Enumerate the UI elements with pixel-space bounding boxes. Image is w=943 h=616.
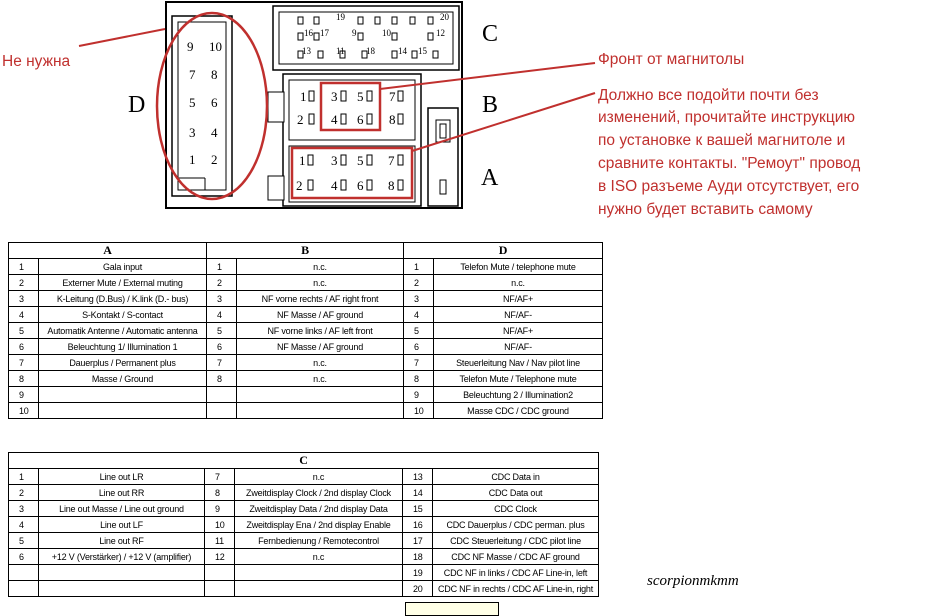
connector-a-inner: [289, 146, 415, 202]
pin-number-cell: 8: [404, 371, 434, 387]
pin-number-cell: 9: [9, 387, 39, 403]
pinout-table-c: [8, 452, 599, 597]
connector-d: [172, 16, 232, 196]
pin-number-cell: 1: [404, 259, 434, 275]
pin-function-cell: +12 V (Verstärker) / +12 V (amplifier): [39, 549, 205, 565]
d-pin-2: 2: [211, 152, 218, 167]
side-lock-pin-bottom: [440, 180, 446, 194]
table-row: [9, 371, 603, 387]
table-header-c: C: [9, 453, 599, 469]
pin-number-cell: 5: [9, 533, 39, 549]
pin-number-cell: 3: [404, 291, 434, 307]
note-front: Фронт от магнитолы: [598, 51, 745, 68]
pin-number-cell: 14: [403, 485, 433, 501]
connector-b-latch: [268, 92, 284, 122]
pin-function-cell: [235, 565, 403, 581]
pin-number-cell: 6: [9, 339, 39, 355]
pin-number-cell: 15: [403, 501, 433, 517]
pin-function-cell: NF Masse / AF ground: [237, 339, 404, 355]
pin-function-cell: NF/AF-: [434, 339, 603, 355]
pin-number-cell: [205, 565, 235, 581]
c-pin-13: 13: [302, 46, 311, 56]
b-pin-4: 4: [331, 112, 338, 127]
pin-number-cell: 17: [403, 533, 433, 549]
pin-number-cell: 18: [403, 549, 433, 565]
pin-number-cell: 4: [404, 307, 434, 323]
pin-number-cell: 5: [207, 323, 237, 339]
pin-function-cell: CDC Data out: [433, 485, 599, 501]
pin-function-cell: CDC Clock: [433, 501, 599, 517]
pin-function-cell: n.c.: [237, 355, 404, 371]
watermark: scorpionmkmm: [647, 573, 739, 589]
d-pin-9: 9: [187, 39, 194, 54]
a-pin-6: 6: [357, 178, 364, 193]
pin-number-cell: 7: [207, 355, 237, 371]
pin-function-cell: Dauerplus / Permanent plus: [39, 355, 207, 371]
pin-number-cell: 3: [9, 291, 39, 307]
pin-function-cell: NF vorne rechts / AF right front: [237, 291, 404, 307]
c-pin-14: 14: [398, 46, 407, 56]
pin-number-cell: [207, 387, 237, 403]
pin-function-cell: CDC Steuerleitung / CDC pilot line: [433, 533, 599, 549]
pin-number-cell: 6: [9, 549, 39, 565]
d-pin-8: 8: [211, 67, 218, 82]
pin-function-cell: [39, 565, 205, 581]
table-row: [9, 323, 603, 339]
connector-b-label: B: [482, 92, 499, 118]
table-row: [9, 259, 603, 275]
pin-number-cell: 16: [403, 517, 433, 533]
table-row: [9, 307, 603, 323]
pin-function-cell: Line out RF: [39, 533, 205, 549]
pin-function-cell: Line out RR: [39, 485, 205, 501]
pin-function-cell: [39, 403, 207, 419]
pin-function-cell: Masse CDC / CDC ground: [434, 403, 603, 419]
c-pin-17: 17: [320, 28, 329, 38]
pin-function-cell: Automatik Antenne / Automatic antenna: [39, 323, 207, 339]
c-pin-20: 20: [440, 12, 449, 22]
note-instructions-line-2: изменений, прочитайте инструкцию: [598, 109, 855, 126]
connector-d-label: D: [128, 92, 146, 118]
pin-function-cell: S-Kontakt / S-contact: [39, 307, 207, 323]
pin-number-cell: 3: [207, 291, 237, 307]
pin-number-cell: 1: [9, 469, 39, 485]
table-row: [9, 565, 599, 581]
pin-function-cell: [39, 387, 207, 403]
pin-function-cell: Externer Mute / External muting: [39, 275, 207, 291]
note-instructions-line-1: Должно все подойти почти без: [598, 87, 819, 104]
c-pin-12: 12: [436, 28, 445, 38]
pin-function-cell: CDC NF Masse / CDC AF ground: [433, 549, 599, 565]
pin-number-cell: [205, 581, 235, 597]
table-c-header-row: [9, 453, 599, 469]
note-instructions-line-3: по установке к вашей магнитоле и: [598, 132, 846, 149]
pin-function-cell: NF Masse / AF ground: [237, 307, 404, 323]
connector-c-label: C: [482, 21, 499, 47]
pin-function-cell: Telefon Mute / telephone mute: [434, 259, 603, 275]
pin-number-cell: 2: [9, 485, 39, 501]
b-pin-1: 1: [300, 89, 307, 104]
pin-function-cell: Beleuchtung 2 / Illumination2: [434, 387, 603, 403]
b-pin-6: 6: [357, 112, 364, 127]
pin-number-cell: [9, 581, 39, 597]
d-pin-10: 10: [209, 39, 222, 54]
pin-number-cell: 1: [207, 259, 237, 275]
table-row: [9, 485, 599, 501]
pin-number-cell: 9: [404, 387, 434, 403]
pin-number-cell: 10: [404, 403, 434, 419]
table-row: [9, 355, 603, 371]
pin-number-cell: [9, 565, 39, 581]
table-header-row: [9, 243, 603, 259]
pin-number-cell: 1: [9, 259, 39, 275]
pin-function-cell: [237, 403, 404, 419]
pin-number-cell: 4: [9, 517, 39, 533]
table-row: [9, 275, 603, 291]
note-instructions-line-4: сравните контакты. "Ремоут" провод: [598, 155, 861, 172]
a-pin-2: 2: [296, 178, 303, 193]
b-pin-8: 8: [389, 112, 396, 127]
c-pin-11: 11: [336, 46, 345, 56]
a-pin-7: 7: [388, 153, 395, 168]
pin-function-cell: n.c.: [237, 371, 404, 387]
pinout-table-abd: [8, 242, 603, 419]
pin-number-cell: 10: [205, 517, 235, 533]
c-pin-18: 18: [366, 46, 375, 56]
pin-function-cell: n.c.: [434, 275, 603, 291]
pin-number-cell: 12: [205, 549, 235, 565]
d-pin-1: 1: [189, 152, 196, 167]
table-row: [9, 387, 603, 403]
pin-function-cell: NF/AF+: [434, 323, 603, 339]
a-pin-1: 1: [299, 153, 306, 168]
pin-number-cell: 5: [404, 323, 434, 339]
pin-number-cell: 4: [207, 307, 237, 323]
table-header-a: A: [9, 243, 207, 259]
pin-number-cell: 7: [205, 469, 235, 485]
connector-a-latch: [268, 176, 284, 200]
pin-number-cell: 8: [9, 371, 39, 387]
pin-function-cell: n.c: [235, 469, 403, 485]
pinout-table-c-body: [9, 469, 599, 597]
d-pin-5: 5: [189, 95, 196, 110]
pin-number-cell: 7: [404, 355, 434, 371]
connector-diagram: [0, 0, 943, 240]
side-lock-pin-top: [440, 124, 446, 138]
table-row: [9, 517, 599, 533]
pin-number-cell: 8: [207, 371, 237, 387]
table-row: [9, 469, 599, 485]
pin-function-cell: n.c.: [237, 275, 404, 291]
pin-number-cell: 4: [9, 307, 39, 323]
table-row: [9, 291, 603, 307]
b-pin-7: 7: [389, 89, 396, 104]
c-pin-16: 16: [304, 28, 313, 38]
table-row: [9, 403, 603, 419]
pin-number-cell: 9: [205, 501, 235, 517]
table-row: [9, 549, 599, 565]
pin-function-cell: Zweitdisplay Ena / 2nd display Enable: [235, 517, 403, 533]
pin-number-cell: 2: [9, 275, 39, 291]
pin-function-cell: Zweitdisplay Data / 2nd display Data: [235, 501, 403, 517]
a-pin-3: 3: [331, 153, 338, 168]
pin-function-cell: Telefon Mute / Telephone mute: [434, 371, 603, 387]
pin-function-cell: Fernbedienung / Remotecontrol: [235, 533, 403, 549]
arrow-not-needed: [79, 29, 165, 46]
pin-function-cell: CDC Data in: [433, 469, 599, 485]
pin-function-cell: Beleuchtung 1/ Illumination 1: [39, 339, 207, 355]
c-pin-15: 15: [418, 46, 427, 56]
note-instructions-line-5: в ISO разъеме Ауди отсутствует, его: [598, 178, 860, 195]
pin-function-cell: Line out LR: [39, 469, 205, 485]
note-not-needed: Не нужна: [2, 53, 71, 70]
pin-function-cell: [39, 581, 205, 597]
connector-c: [273, 6, 459, 70]
c-pin-19: 19: [336, 12, 345, 22]
pin-function-cell: n.c: [235, 549, 403, 565]
pin-function-cell: Steuerleitung Nav / Nav pilot line: [434, 355, 603, 371]
pinout-table-abd-body: [9, 259, 603, 419]
pin-function-cell: [237, 387, 404, 403]
d-pin-7: 7: [189, 67, 196, 82]
pin-function-cell: Line out Masse / Line out ground: [39, 501, 205, 517]
pin-function-cell: CDC NF in links / CDC AF Line-in, left: [433, 565, 599, 581]
table-row: [9, 533, 599, 549]
pin-number-cell: 13: [403, 469, 433, 485]
pin-number-cell: 7: [9, 355, 39, 371]
d-pin-4: 4: [211, 125, 218, 140]
table-header-b: B: [207, 243, 404, 259]
b-pin-3: 3: [331, 89, 338, 104]
pin-function-cell: Gala input: [39, 259, 207, 275]
pin-function-cell: CDC NF in rechts / CDC AF Line-in, right: [433, 581, 599, 597]
pin-number-cell: 3: [9, 501, 39, 517]
d-pin-6: 6: [211, 95, 218, 110]
pin-number-cell: [207, 403, 237, 419]
pin-number-cell: 5: [9, 323, 39, 339]
pin-function-cell: NF/AF-: [434, 307, 603, 323]
a-pin-4: 4: [331, 178, 338, 193]
pin-number-cell: 6: [404, 339, 434, 355]
pin-function-cell: Line out LF: [39, 517, 205, 533]
note-instructions-line-6: нужно будет вставить самому: [598, 201, 813, 218]
pin-function-cell: Masse / Ground: [39, 371, 207, 387]
cropped-box: [405, 602, 499, 616]
pin-number-cell: 10: [9, 403, 39, 419]
pin-number-cell: 20: [403, 581, 433, 597]
pin-number-cell: 11: [205, 533, 235, 549]
b-pin-2: 2: [297, 112, 304, 127]
pin-function-cell: Zweitdisplay Clock / 2nd display Clock: [235, 485, 403, 501]
pin-number-cell: 6: [207, 339, 237, 355]
d-pin-3: 3: [189, 125, 196, 140]
b-pin-5: 5: [357, 89, 364, 104]
c-pin-9: 9: [352, 28, 357, 38]
table-header-d: D: [404, 243, 603, 259]
table-row: [9, 501, 599, 517]
pin-function-cell: n.c.: [237, 259, 404, 275]
a-pin-5: 5: [357, 153, 364, 168]
pin-function-cell: CDC Dauerplus / CDC perman. plus: [433, 517, 599, 533]
pin-number-cell: 8: [205, 485, 235, 501]
pin-number-cell: 2: [404, 275, 434, 291]
c-pin-10: 10: [382, 28, 391, 38]
table-row: [9, 339, 603, 355]
connector-a-label: A: [481, 165, 499, 191]
pin-function-cell: NF vorne links / AF left front: [237, 323, 404, 339]
pin-function-cell: [235, 581, 403, 597]
table-row: [9, 581, 599, 597]
pin-number-cell: 19: [403, 565, 433, 581]
a-pin-8: 8: [388, 178, 395, 193]
pin-function-cell: K-Leitung (D.Bus) / K.link (D.- bus): [39, 291, 207, 307]
pin-function-cell: NF/AF+: [434, 291, 603, 307]
pin-number-cell: 2: [207, 275, 237, 291]
